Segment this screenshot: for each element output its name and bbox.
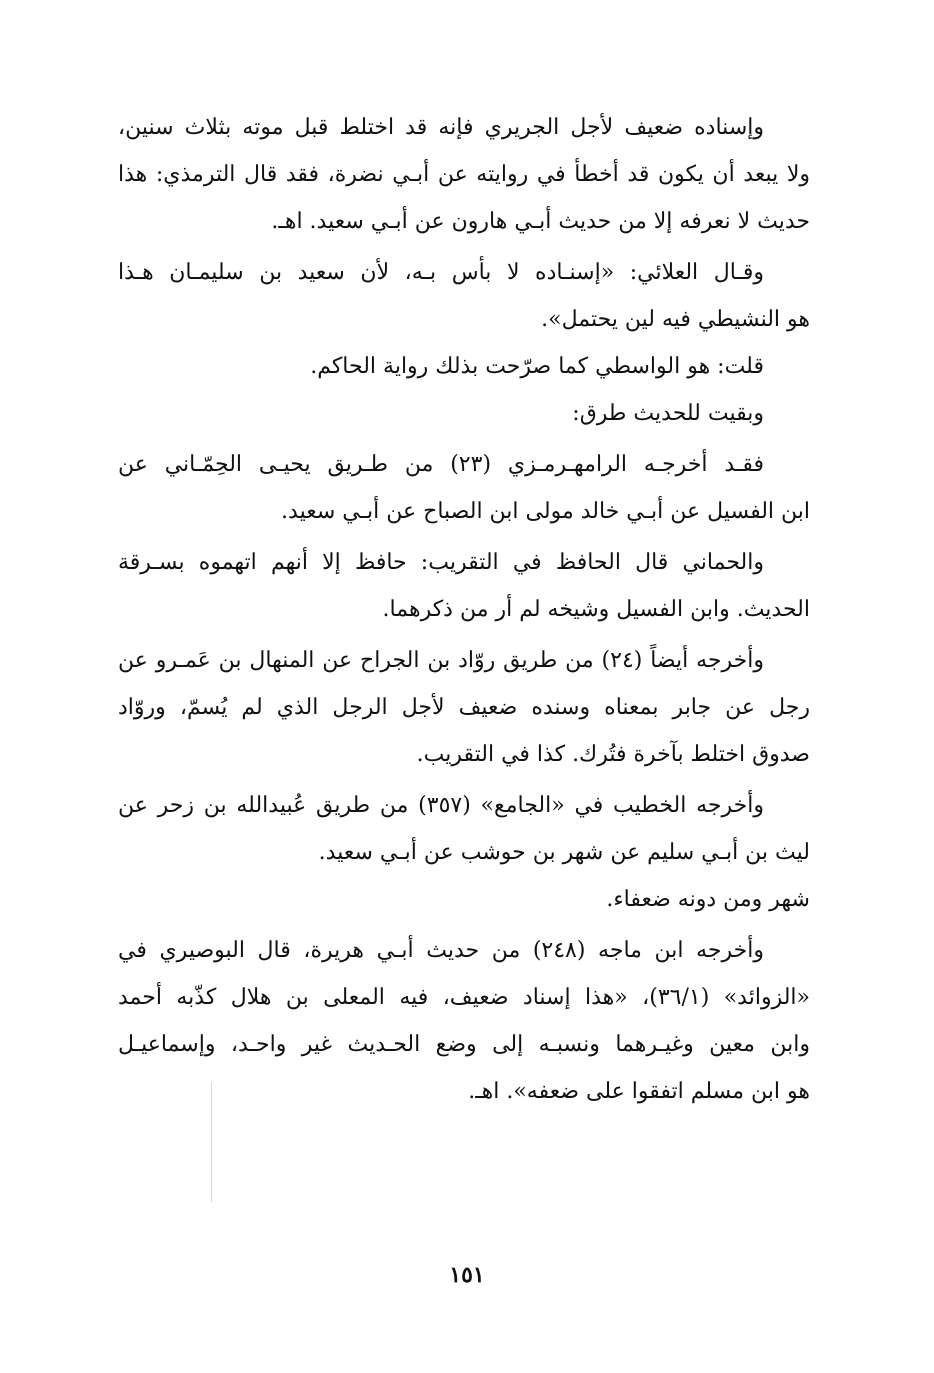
- text-line: وأخرجه ابن ماجه (٢٤٨) من حديث أبـي هريرة، قال البوصيري في: [118, 938, 765, 963]
- text-line: وأخرجه أيضاً (٢٤) من طريق روّاد بن الجراح عن المنهال بن عَمـرو عن: [118, 648, 764, 673]
- text-line: ليث بن أبـي سليم عن شهر بن حوشب عن أبـي سعيد.: [318, 840, 810, 865]
- text-line: شهر ومن دونه ضعفاء.: [606, 887, 810, 912]
- text-line: حديث لا نعرفه إلا من حديث أبـي هارون عن أبـي سعيد. اهـ.: [271, 209, 810, 234]
- text-line: وابن معين وغيـرهما ونسبـه إلى وضع الحـديث غير واحـد، وإسماعيـل: [118, 1032, 810, 1057]
- text-line: وبقيت للحديث طرق:: [572, 401, 764, 426]
- paragraph: [118, 782, 810, 876]
- paragraph: [118, 390, 810, 437]
- page-spine-divider: [211, 1082, 212, 1202]
- text-line: الحديث. وابن الفسيل وشيخه لم أر من ذكرهما.: [382, 597, 810, 622]
- paragraph: [118, 249, 810, 343]
- paragraph: [118, 343, 810, 390]
- paragraph: [118, 927, 810, 1115]
- page-body: [118, 104, 810, 1115]
- text-line: وقـال العلائي: «إسنـاده لا بأس بـه، لأن سعيد بن سليمـان هـذا: [118, 260, 764, 285]
- text-line: وأخرجه الخطيب في «الجامع» (٣٥٧) من طريق عُبيدالله بن زحر عن: [118, 793, 764, 818]
- text-line: ولا يبعد أن يكون قد أخطأ في روايته عن أبـي نضرة، فقد قال الترمذي: هذا: [118, 162, 810, 187]
- paragraph: [118, 876, 810, 923]
- paragraph: [118, 637, 810, 778]
- text-line: هو النشيطي فيه لين يحتمل».: [541, 307, 810, 332]
- page-number: ١٥١: [449, 1262, 485, 1288]
- text-line: هو ابن مسلم اتفقوا على ضعفه». اهـ.: [468, 1079, 810, 1104]
- paragraph: [118, 539, 810, 633]
- paragraph: [118, 441, 810, 535]
- text-line: رجل عن جابر بمعناه وسنده ضعيف لأجل الرجل الذي لم يُسمّ، وروّاد: [118, 695, 810, 720]
- text-line: قلت: هو الواسطي كما صرّحت بذلك رواية الحاكم.: [310, 354, 764, 379]
- text-line: فقـد أخرجـه الرامهـرمـزي (٢٣) من طـريق يحيـى الحِمّـاني عن: [118, 452, 764, 477]
- text-line: صدوق اختلط بآخرة فتُرك. كذا في التقريب.: [416, 742, 810, 767]
- text-line: «الزوائد» (٣٦/١)، «هذا إسناد ضعيف، فيه المعلى بن هلال كذّبه أحمد: [118, 985, 810, 1010]
- text-line: والحماني قال الحافظ في التقريب: حافظ إلا أنهم اتهموه بسـرقة: [118, 550, 764, 575]
- paragraph: [118, 104, 810, 245]
- text-line: ابن الفسيل عن أبـي خالد مولى ابن الصباح عن أبـي سعيد.: [281, 499, 810, 524]
- text-line: وإسناده ضعيف لأجل الجريري فإنه قد اختلط قبل موته بثلاث سنين،: [118, 115, 764, 140]
